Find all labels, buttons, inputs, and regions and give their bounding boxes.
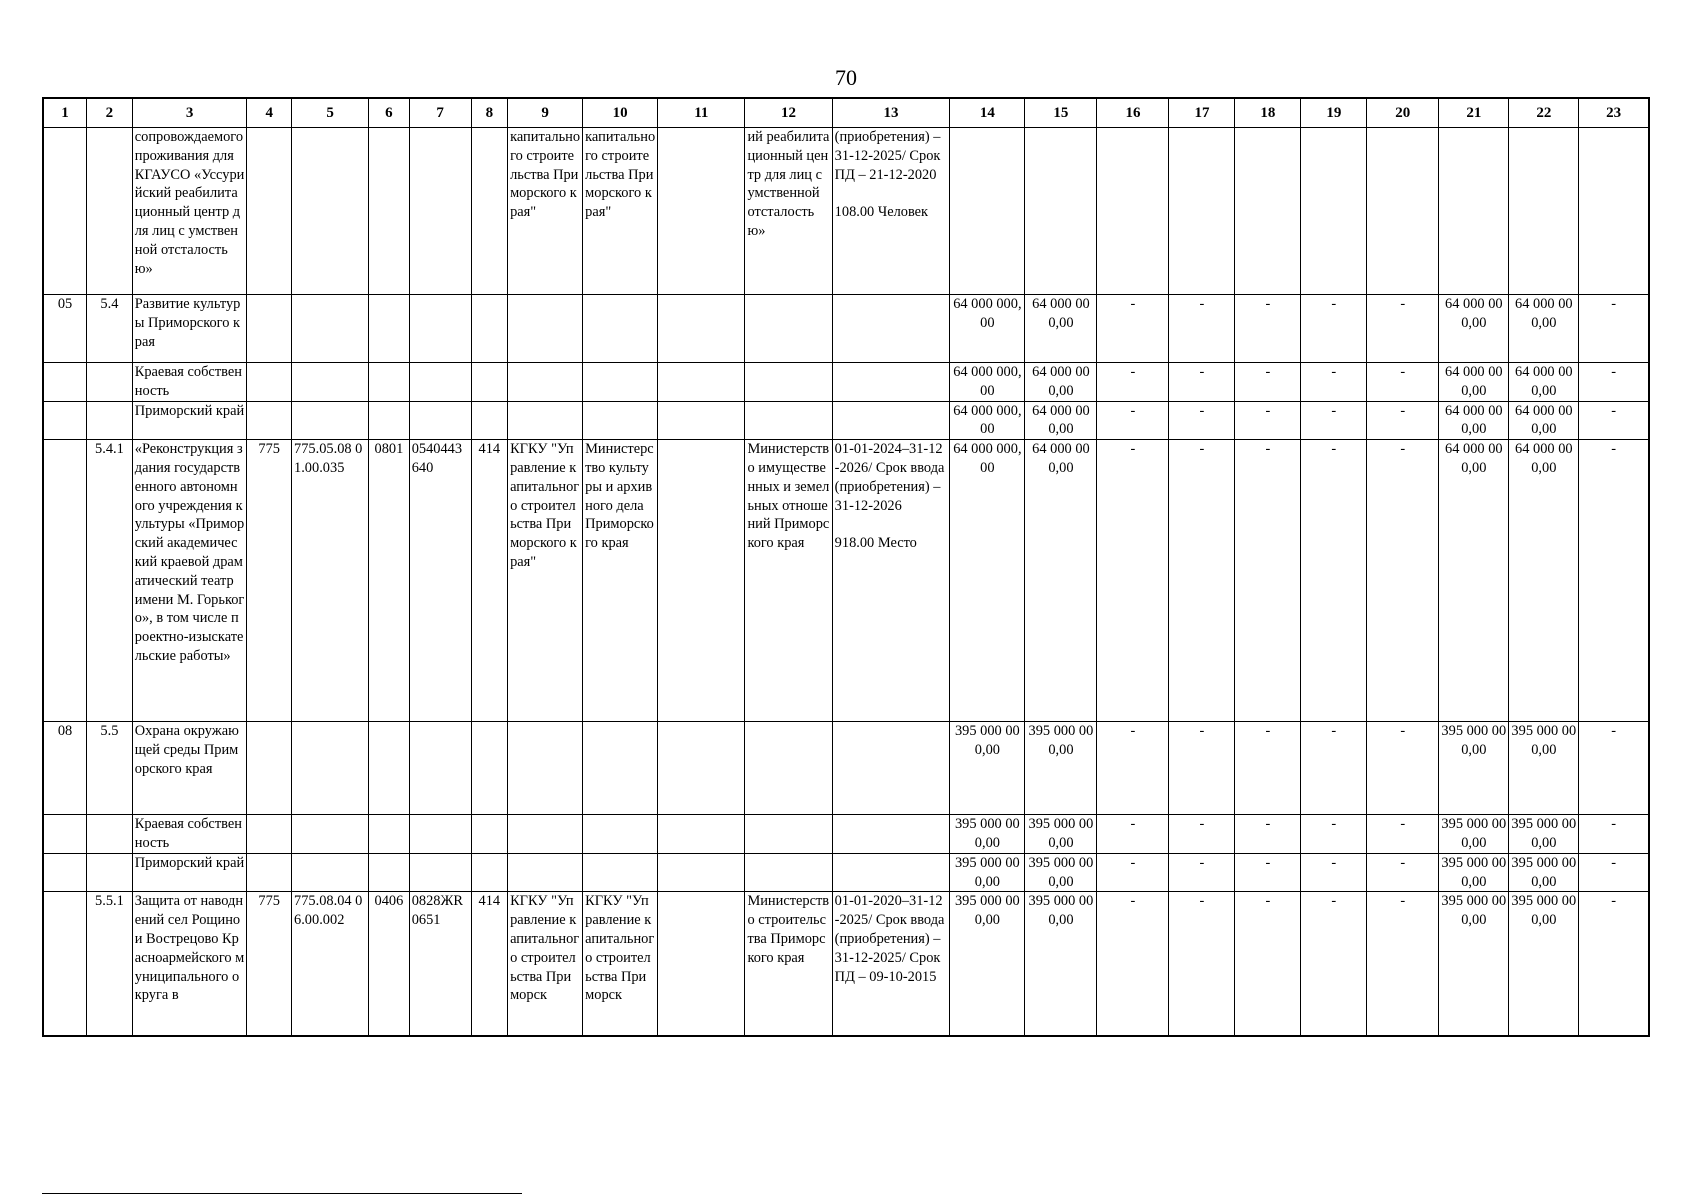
- cell-col-5: [292, 295, 369, 363]
- table-row-row-5-5: [43, 722, 1649, 815]
- cell-col-14: 64 000 000,00: [950, 363, 1025, 402]
- column-header-5: 5: [292, 98, 369, 128]
- cell-col-11: [658, 401, 745, 440]
- cell-col-11: [658, 853, 745, 892]
- column-header-7: 7: [409, 98, 471, 128]
- cell-col-17: -: [1169, 815, 1235, 854]
- cell-col-12: [745, 853, 832, 892]
- column-header-1: 1: [43, 98, 87, 128]
- cell-col-6: [369, 815, 410, 854]
- cell-col-1: [43, 128, 87, 295]
- cell-col-5: [292, 815, 369, 854]
- cell-col-15: 395 000 000,00: [1025, 892, 1097, 1036]
- cell-col-5: [292, 853, 369, 892]
- cell-col-9: [508, 815, 583, 854]
- cell-col-13: [832, 815, 950, 854]
- cell-col-16: -: [1097, 815, 1169, 854]
- header-row: [43, 98, 1649, 128]
- cell-col-16: -: [1097, 401, 1169, 440]
- cell-col-19: -: [1301, 722, 1367, 815]
- cell-col-21: [1439, 128, 1509, 295]
- cell-col-3: Краевая собственность: [132, 815, 247, 854]
- column-header-13: 13: [832, 98, 950, 128]
- table-row-row-5-4-primorsky: [43, 401, 1649, 440]
- cell-col-15: 395 000 000,00: [1025, 722, 1097, 815]
- cell-col-7: [409, 853, 471, 892]
- cell-col-16: -: [1097, 722, 1169, 815]
- cell-col-12: [745, 295, 832, 363]
- cell-col-7: [409, 401, 471, 440]
- table-row-row-5-4-1: [43, 440, 1649, 722]
- cell-col-17: -: [1169, 363, 1235, 402]
- cell-col-11: [658, 295, 745, 363]
- cell-col-22: 395 000 000,00: [1509, 815, 1579, 854]
- cell-col-9: КГКУ "Управление капитального строительства Приморск: [508, 892, 583, 1036]
- cell-col-19: -: [1301, 815, 1367, 854]
- cell-col-7: [409, 815, 471, 854]
- cell-col-23: -: [1579, 295, 1649, 363]
- cell-col-4: [247, 815, 292, 854]
- cell-col-9: [508, 853, 583, 892]
- cell-col-2: [87, 815, 133, 854]
- cell-col-7: 0828ЖR0651: [409, 892, 471, 1036]
- cell-col-8: [471, 853, 508, 892]
- cell-col-3: «Реконструкция здания государственного автономного учреждения культуры «Приморский академический краевой драматический театр имени М. Горького», в том числе проектно-изыскательские работы»: [132, 440, 247, 722]
- cell-col-5: [292, 401, 369, 440]
- cell-col-21: 395 000 000,00: [1439, 815, 1509, 854]
- cell-col-20: -: [1367, 401, 1439, 440]
- cell-col-5: [292, 722, 369, 815]
- cell-col-2: [87, 363, 133, 402]
- cell-col-23: -: [1579, 815, 1649, 854]
- cell-col-21: 64 000 000,00: [1439, 295, 1509, 363]
- cell-col-3: Защита от наводнений сел Рощино и Вострецово Красноармейского муниципального округа в: [132, 892, 247, 1036]
- cell-col-11: [658, 363, 745, 402]
- cell-col-17: -: [1169, 722, 1235, 815]
- cell-col-12: [745, 722, 832, 815]
- cell-col-15: [1025, 128, 1097, 295]
- cell-col-12: [745, 363, 832, 402]
- cell-col-3: Приморский край: [132, 853, 247, 892]
- cell-col-6: [369, 853, 410, 892]
- cell-col-19: -: [1301, 853, 1367, 892]
- cell-col-16: -: [1097, 363, 1169, 402]
- cell-col-12: Министерство имущественных и земельных отношений Приморского края: [745, 440, 832, 722]
- cell-col-1: [43, 815, 87, 854]
- cell-col-13: [832, 853, 950, 892]
- column-header-9: 9: [508, 98, 583, 128]
- cell-col-23: -: [1579, 853, 1649, 892]
- cell-col-1: [43, 892, 87, 1036]
- cell-col-6: [369, 363, 410, 402]
- cell-col-23: -: [1579, 892, 1649, 1036]
- cell-col-13: [832, 722, 950, 815]
- cell-col-5: 775.08.04 06.00.002: [292, 892, 369, 1036]
- cell-col-4: [247, 128, 292, 295]
- cell-col-20: [1367, 128, 1439, 295]
- cell-col-8: [471, 363, 508, 402]
- cell-col-8: [471, 295, 508, 363]
- cell-col-20: -: [1367, 295, 1439, 363]
- cell-col-10: [583, 815, 658, 854]
- cell-col-11: [658, 815, 745, 854]
- column-header-4: 4: [247, 98, 292, 128]
- cell-col-22: 395 000 000,00: [1509, 892, 1579, 1036]
- column-header-21: 21: [1439, 98, 1509, 128]
- table-row-row-continuation: [43, 128, 1649, 295]
- cell-col-14: 64 000 000,00: [950, 440, 1025, 722]
- cell-col-21: 64 000 000,00: [1439, 401, 1509, 440]
- cell-col-19: -: [1301, 295, 1367, 363]
- cell-col-2: 5.5: [87, 722, 133, 815]
- column-header-12: 12: [745, 98, 832, 128]
- cell-col-6: [369, 401, 410, 440]
- cell-col-11: [658, 892, 745, 1036]
- column-header-23: 23: [1579, 98, 1649, 128]
- cell-col-12: Министерство строительства Приморского края: [745, 892, 832, 1036]
- cell-col-23: -: [1579, 722, 1649, 815]
- cell-col-17: -: [1169, 295, 1235, 363]
- cell-col-13: (приобретения) – 31-12-2025/ Срок ПД – 21-12-2020 108.00 Человек: [832, 128, 950, 295]
- cell-col-18: -: [1235, 853, 1301, 892]
- table-body: [43, 128, 1649, 1036]
- cell-col-7: [409, 295, 471, 363]
- cell-col-18: [1235, 128, 1301, 295]
- cell-col-18: -: [1235, 722, 1301, 815]
- column-header-16: 16: [1097, 98, 1169, 128]
- cell-col-23: -: [1579, 363, 1649, 402]
- cell-col-8: [471, 401, 508, 440]
- cell-col-22: 64 000 000,00: [1509, 363, 1579, 402]
- cell-col-16: -: [1097, 440, 1169, 722]
- cell-col-17: [1169, 128, 1235, 295]
- cell-col-16: [1097, 128, 1169, 295]
- cell-col-17: -: [1169, 440, 1235, 722]
- cell-col-10: Министерство культуры и архивного дела Приморского края: [583, 440, 658, 722]
- cell-col-14: 64 000 000,00: [950, 295, 1025, 363]
- cell-col-11: [658, 440, 745, 722]
- column-header-14: 14: [950, 98, 1025, 128]
- cell-col-5: [292, 128, 369, 295]
- cell-col-21: 395 000 000,00: [1439, 853, 1509, 892]
- cell-col-14: 395 000 000,00: [950, 722, 1025, 815]
- cell-col-3: Развитие культуры Приморского края: [132, 295, 247, 363]
- column-header-11: 11: [658, 98, 745, 128]
- cell-col-20: -: [1367, 853, 1439, 892]
- cell-col-10: [583, 853, 658, 892]
- cell-col-22: 64 000 000,00: [1509, 401, 1579, 440]
- cell-col-22: 395 000 000,00: [1509, 722, 1579, 815]
- cell-col-8: [471, 722, 508, 815]
- cell-col-10: капитального строительства Приморского края": [583, 128, 658, 295]
- cell-col-11: [658, 128, 745, 295]
- cell-col-20: -: [1367, 440, 1439, 722]
- cell-col-3: Охрана окружающей среды Приморского края: [132, 722, 247, 815]
- column-header-10: 10: [583, 98, 658, 128]
- cell-col-4: [247, 722, 292, 815]
- cell-col-19: -: [1301, 363, 1367, 402]
- cell-col-3: Краевая собственность: [132, 363, 247, 402]
- cell-col-4: [247, 363, 292, 402]
- cell-col-9: [508, 295, 583, 363]
- cell-col-12: ий реабилитационный центр для лиц с умственной отсталостью»: [745, 128, 832, 295]
- cell-col-22: 64 000 000,00: [1509, 295, 1579, 363]
- column-header-6: 6: [369, 98, 410, 128]
- cell-col-17: -: [1169, 853, 1235, 892]
- cell-col-14: 395 000 000,00: [950, 815, 1025, 854]
- cell-col-10: [583, 295, 658, 363]
- cell-col-13: [832, 363, 950, 402]
- table-row-row-5-4-kraevaya: [43, 363, 1649, 402]
- cell-col-14: 395 000 000,00: [950, 892, 1025, 1036]
- cell-col-13: 01-01-2024–31-12-2026/ Срок ввода (приобретения) – 31-12-2026 918.00 Место: [832, 440, 950, 722]
- cell-col-13: [832, 295, 950, 363]
- cell-col-2: [87, 853, 133, 892]
- cell-col-19: -: [1301, 401, 1367, 440]
- column-header-3: 3: [132, 98, 247, 128]
- cell-col-18: -: [1235, 892, 1301, 1036]
- column-header-2: 2: [87, 98, 133, 128]
- column-header-17: 17: [1169, 98, 1235, 128]
- cell-col-4: [247, 401, 292, 440]
- cell-col-1: [43, 401, 87, 440]
- table-row-row-5-4: [43, 295, 1649, 363]
- cell-col-7: [409, 722, 471, 815]
- cell-col-18: -: [1235, 401, 1301, 440]
- cell-col-3: Приморский край: [132, 401, 247, 440]
- cell-col-1: 08: [43, 722, 87, 815]
- cell-col-20: -: [1367, 815, 1439, 854]
- table-row-row-5-5-primorsky: [43, 853, 1649, 892]
- cell-col-16: -: [1097, 853, 1169, 892]
- cell-col-5: [292, 363, 369, 402]
- cell-col-1: 05: [43, 295, 87, 363]
- cell-col-18: -: [1235, 295, 1301, 363]
- cell-col-6: [369, 295, 410, 363]
- cell-col-4: [247, 295, 292, 363]
- cell-col-5: 775.05.08 01.00.035: [292, 440, 369, 722]
- cell-col-21: 395 000 000,00: [1439, 722, 1509, 815]
- cell-col-2: 5.5.1: [87, 892, 133, 1036]
- cell-col-19: -: [1301, 892, 1367, 1036]
- cell-col-21: 64 000 000,00: [1439, 363, 1509, 402]
- cell-col-15: 64 000 000,00: [1025, 363, 1097, 402]
- cell-col-14: [950, 128, 1025, 295]
- cell-col-13: 01-01-2020–31-12-2025/ Срок ввода (приобретения) – 31-12-2025/ Срок ПД – 09-10-2015: [832, 892, 950, 1036]
- cell-col-3: сопровождаемого проживания для КГАУСО «Уссурийский реабилитационный центр для лиц с умственной отсталостью»: [132, 128, 247, 295]
- column-header-15: 15: [1025, 98, 1097, 128]
- cell-col-8: [471, 815, 508, 854]
- cell-col-6: [369, 128, 410, 295]
- column-header-18: 18: [1235, 98, 1301, 128]
- cell-col-9: [508, 401, 583, 440]
- cell-col-7: 0540443640: [409, 440, 471, 722]
- cell-col-21: 395 000 000,00: [1439, 892, 1509, 1036]
- column-header-22: 22: [1509, 98, 1579, 128]
- cell-col-20: -: [1367, 363, 1439, 402]
- cell-col-19: -: [1301, 440, 1367, 722]
- cell-col-6: [369, 722, 410, 815]
- cell-col-10: [583, 401, 658, 440]
- table-row-row-5-5-kraevaya: [43, 815, 1649, 854]
- cell-col-16: -: [1097, 892, 1169, 1036]
- cell-col-18: -: [1235, 815, 1301, 854]
- cell-col-7: [409, 128, 471, 295]
- cell-col-2: 5.4: [87, 295, 133, 363]
- cell-col-4: 775: [247, 440, 292, 722]
- cell-col-4: 775: [247, 892, 292, 1036]
- cell-col-15: 64 000 000,00: [1025, 295, 1097, 363]
- cell-col-17: -: [1169, 892, 1235, 1036]
- cell-col-22: [1509, 128, 1579, 295]
- cell-col-1: [43, 440, 87, 722]
- cell-col-7: [409, 363, 471, 402]
- cell-col-20: -: [1367, 722, 1439, 815]
- cell-col-18: -: [1235, 440, 1301, 722]
- cell-col-1: [43, 853, 87, 892]
- column-header-19: 19: [1301, 98, 1367, 128]
- cell-col-15: 395 000 000,00: [1025, 815, 1097, 854]
- cell-col-14: 395 000 000,00: [950, 853, 1025, 892]
- cell-col-18: -: [1235, 363, 1301, 402]
- page-number: 70: [835, 65, 857, 90]
- cell-col-8: 414: [471, 440, 508, 722]
- cell-col-6: 0406: [369, 892, 410, 1036]
- cell-col-13: [832, 401, 950, 440]
- footnote-separator-line: [42, 1193, 522, 1194]
- cell-col-2: 5.4.1: [87, 440, 133, 722]
- cell-col-16: -: [1097, 295, 1169, 363]
- cell-col-15: 395 000 000,00: [1025, 853, 1097, 892]
- cell-col-10: [583, 722, 658, 815]
- cell-col-2: [87, 128, 133, 295]
- cell-col-21: 64 000 000,00: [1439, 440, 1509, 722]
- cell-col-23: [1579, 128, 1649, 295]
- cell-col-4: [247, 853, 292, 892]
- cell-col-8: 414: [471, 892, 508, 1036]
- cell-col-23: -: [1579, 401, 1649, 440]
- cell-col-9: [508, 363, 583, 402]
- cell-col-11: [658, 722, 745, 815]
- cell-col-1: [43, 363, 87, 402]
- cell-col-9: [508, 722, 583, 815]
- cell-col-15: 64 000 000,00: [1025, 440, 1097, 722]
- column-header-20: 20: [1367, 98, 1439, 128]
- cell-col-12: [745, 401, 832, 440]
- cell-col-14: 64 000 000,00: [950, 401, 1025, 440]
- cell-col-12: [745, 815, 832, 854]
- table-row-row-5-5-1: [43, 892, 1649, 1036]
- cell-col-9: КГКУ "Управление капитального строительства Приморского края": [508, 440, 583, 722]
- cell-col-10: [583, 363, 658, 402]
- cell-col-10: КГКУ "Управление капитального строительства Приморск: [583, 892, 658, 1036]
- cell-col-2: [87, 401, 133, 440]
- cell-col-22: 64 000 000,00: [1509, 440, 1579, 722]
- cell-col-8: [471, 128, 508, 295]
- cell-col-6: 0801: [369, 440, 410, 722]
- cell-col-20: -: [1367, 892, 1439, 1036]
- cell-col-17: -: [1169, 401, 1235, 440]
- cell-col-15: 64 000 000,00: [1025, 401, 1097, 440]
- program-table: [42, 97, 1650, 1037]
- cell-col-23: -: [1579, 440, 1649, 722]
- column-header-8: 8: [471, 98, 508, 128]
- cell-col-22: 395 000 000,00: [1509, 853, 1579, 892]
- cell-col-19: [1301, 128, 1367, 295]
- cell-col-9: капитального строительства Приморского края": [508, 128, 583, 295]
